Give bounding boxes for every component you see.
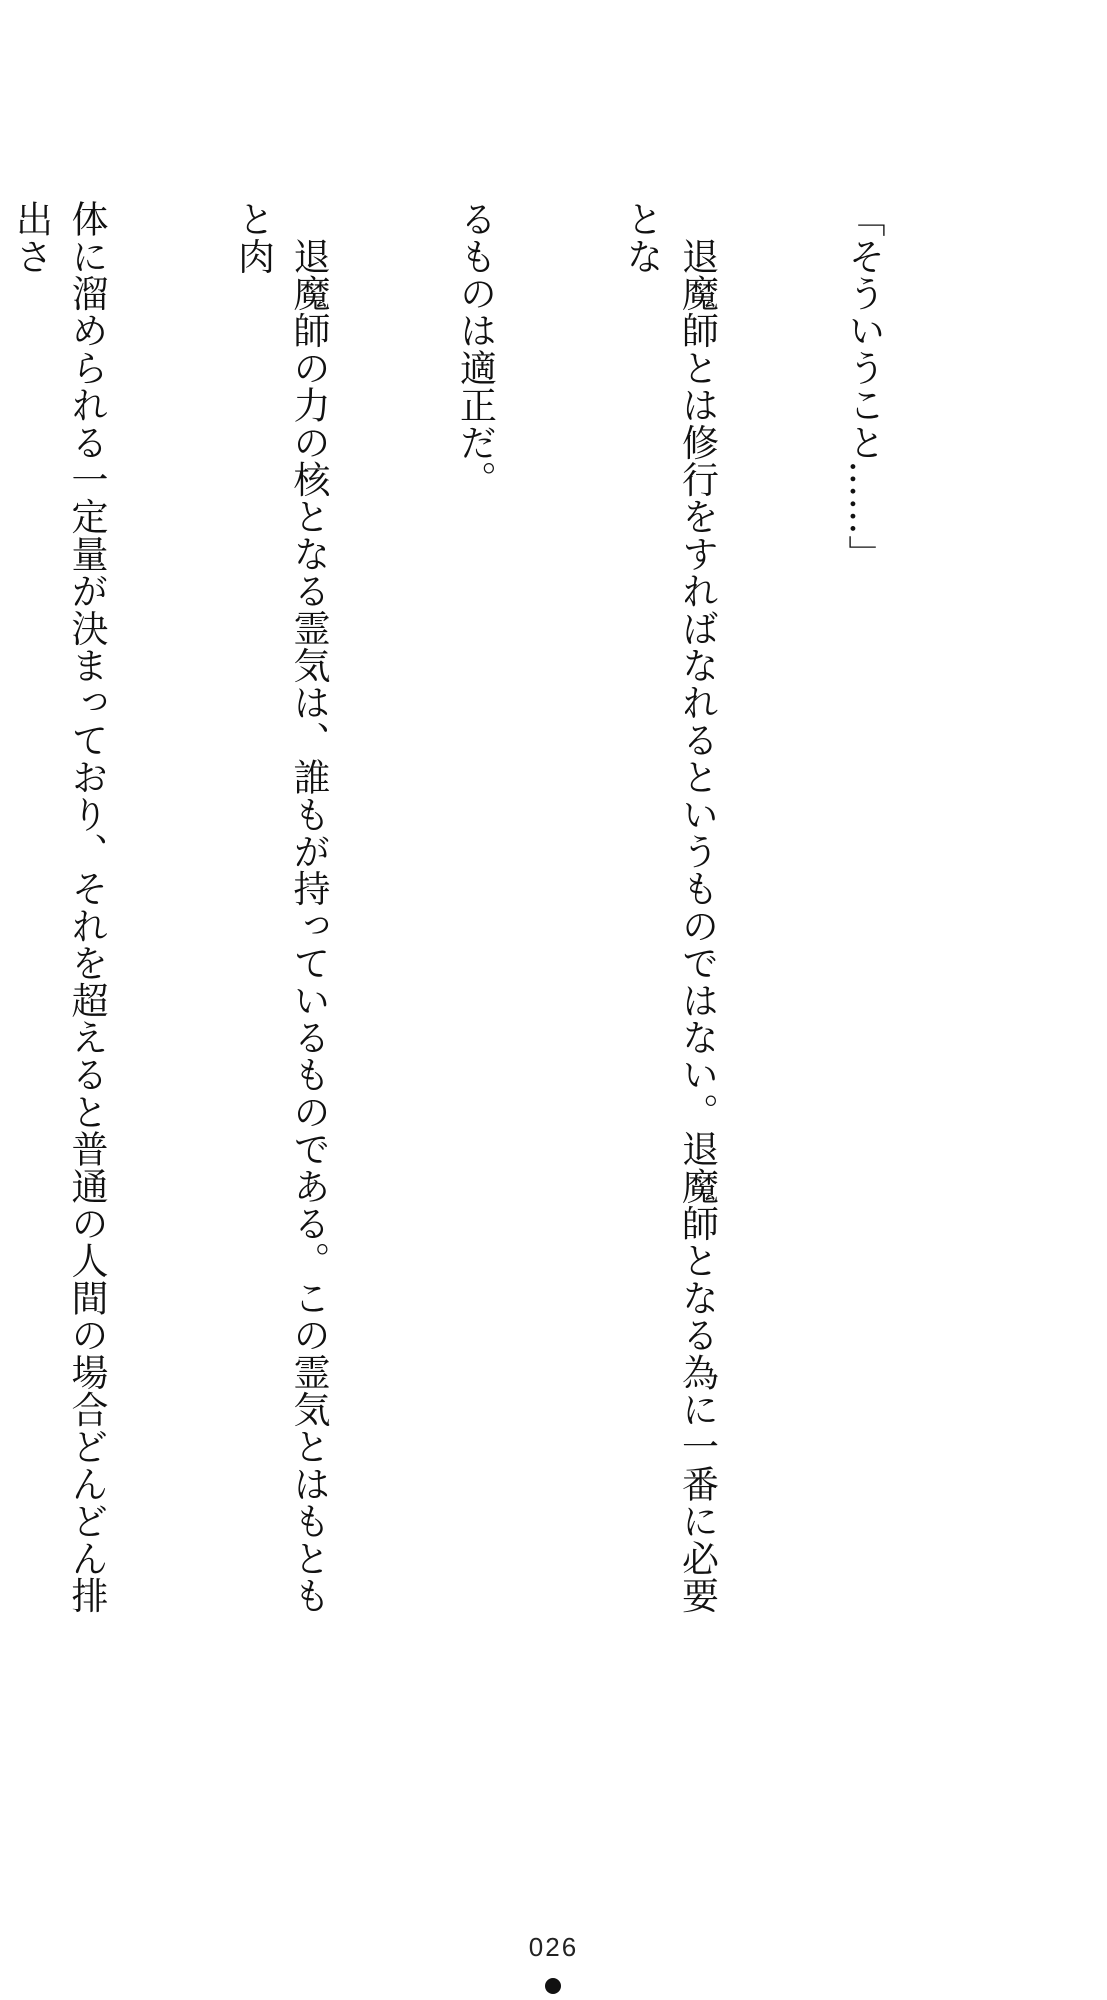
text-line-1: 「そういうこと……」 — [842, 200, 885, 572]
text-line-4: 退魔師の力の核となる霊気は、誰もが持っているものである。この霊気とはもともと肉 — [231, 200, 330, 1614]
page-number: 026 — [528, 1932, 579, 1962]
text-line-2: 退魔師とは修行をすればなれるというものではない。退魔師となる為に一番に必要とな — [620, 200, 719, 1614]
vertical-text-body — [0, 200, 1002, 1640]
page-dot-ornament — [545, 1978, 561, 1994]
text-line-5: 体に溜められる一定量が決まっており、それを超えると普通の人間の場合どんどん排出さ — [9, 200, 108, 1614]
text-line-3: るものは適正だ。 — [453, 200, 497, 498]
